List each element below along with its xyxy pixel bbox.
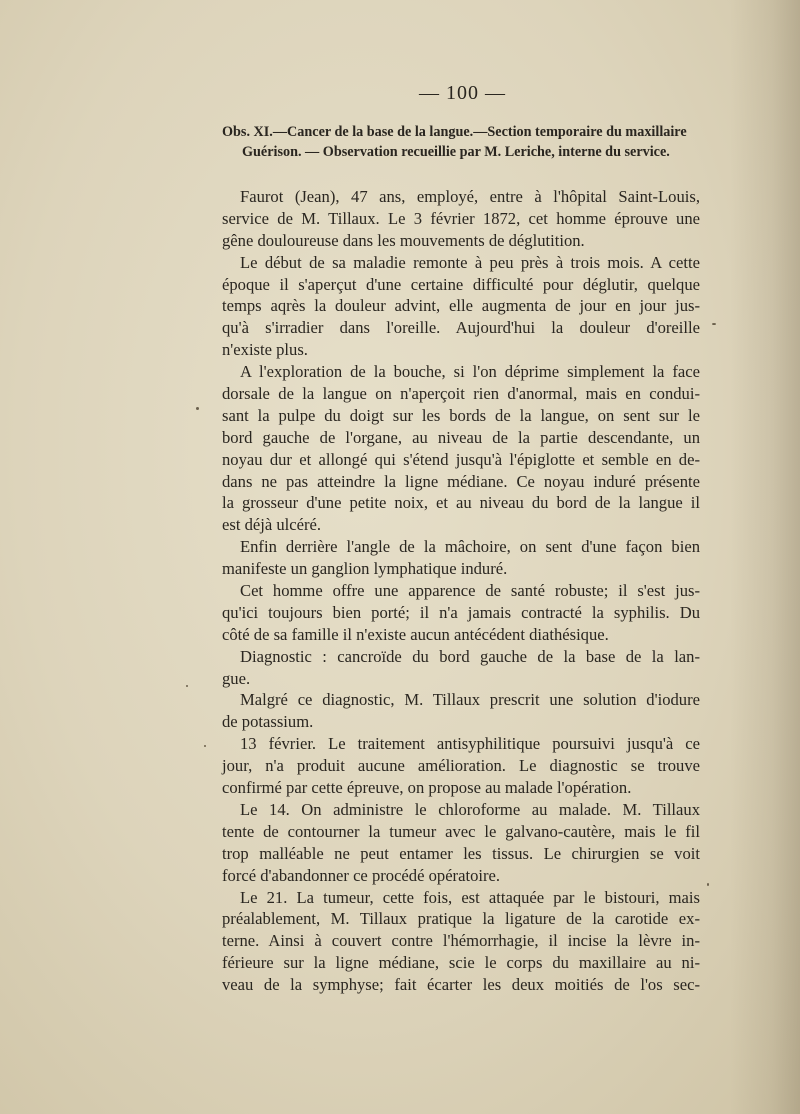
page-edge-shadow bbox=[730, 0, 800, 1114]
text-line: temps aqrès la douleur advint, elle augmenta de jour en jour jus- bbox=[222, 296, 700, 316]
text-line: noyau dur et allongé qui s'étend jusqu'à l'épiglotte et semble en de- bbox=[222, 449, 700, 469]
text-line: côté de sa famille il n'existe aucun antécédent diathésique. bbox=[222, 624, 609, 644]
text-line: de potassium. bbox=[222, 712, 314, 732]
observation-heading-line-1: Obs. XI.—Cancer de la base de la langue.—Section temporaire du maxillaire bbox=[222, 124, 687, 140]
text-line: sant la pulpe du doigt sur les bords de la langue, on sent sur le bbox=[222, 405, 700, 425]
paper-speck bbox=[196, 407, 199, 410]
text-line: Diagnostic : cancroïde du bord gauche de la base de la lan- bbox=[240, 646, 700, 666]
text-line: terne. Ainsi à couvert contre l'hémorrhagie, il incise la lèvre in- bbox=[222, 931, 700, 951]
paper-speck bbox=[707, 883, 709, 886]
text-line: Le début de sa maladie remonte à peu près à trois mois. A cette bbox=[240, 252, 700, 272]
paper-speck bbox=[712, 323, 716, 325]
text-line: n'existe plus. bbox=[222, 340, 308, 360]
text-line: qu'ici toujours bien porté; il n'a jamais contracté la syphilis. Du bbox=[222, 602, 700, 622]
page-number: — 100 — bbox=[419, 82, 506, 104]
observation-heading bbox=[222, 122, 702, 162]
observation-heading-line-2: Guérison. — Observation recueillie par M. Leriche, interne du service. bbox=[242, 144, 670, 160]
text-line: trop malléable ne peut entamer les tissus. Le chirurgien se voit bbox=[222, 843, 700, 863]
text-line: gue. bbox=[222, 668, 251, 688]
text-line: forcé d'abandonner ce procédé opératoire. bbox=[222, 865, 501, 885]
text-line: tente de contourner la tumeur avec le galvano-cautère, mais le fil bbox=[222, 821, 700, 841]
text-line: qu'à s'irradier dans l'oreille. Aujourd'hui la douleur d'oreille bbox=[222, 318, 700, 338]
paper-speck bbox=[204, 745, 206, 747]
text-line: bord gauche de l'organe, au niveau de la partie descendante, un bbox=[222, 427, 700, 447]
text-line: Enfin derrière l'angle de la mâchoire, on sent d'une façon bien bbox=[240, 537, 700, 557]
text-line: férieure sur la ligne médiane, scie le corps du maxillaire au ni- bbox=[222, 953, 700, 973]
paper-speck bbox=[186, 685, 188, 687]
text-line: confirmé par cette épreuve, on propose au malade l'opération. bbox=[222, 778, 632, 798]
text-line: Cet homme offre une apparence de santé robuste; il s'est jus- bbox=[240, 581, 700, 601]
text-line: époque il s'aperçut d'une certaine difficulté pour déglutir, quelque bbox=[222, 274, 700, 294]
text-line: service de M. Tillaux. Le 3 février 1872, cet homme éprouve une bbox=[222, 208, 700, 228]
text-line: est déjà ulcéré. bbox=[222, 515, 322, 535]
text-line: Le 21. La tumeur, cette fois, est attaquée par le bistouri, mais bbox=[240, 887, 700, 907]
text-line: 13 février. Le traitement antisyphilitique poursuivi jusqu'à ce bbox=[240, 734, 700, 754]
text-line: dorsale de la langue on n'aperçoit rien d'anormal, mais en condui- bbox=[222, 384, 700, 404]
text-line: A l'exploration de la bouche, si l'on déprime simplement la face bbox=[240, 362, 700, 382]
text-line: Faurot (Jean), 47 ans, employé, entre à l'hôpital Saint-Louis, bbox=[240, 187, 700, 206]
body-text bbox=[222, 186, 700, 996]
text-line: veau de la symphyse; fait écarter les deux moitiés de l'os sec- bbox=[222, 975, 700, 995]
text-line: préalablement, M. Tillaux pratique la ligature de la carotide ex- bbox=[222, 909, 700, 929]
text-line: Malgré ce diagnostic, M. Tillaux prescrit une solution d'iodure bbox=[240, 690, 700, 710]
text-line: dans ne pas atteindre la ligne médiane. Ce noyau induré présente bbox=[222, 471, 700, 491]
text-line: la grosseur d'une petite noix, et au niveau du bord de la langue il bbox=[222, 493, 700, 513]
text-line: Le 14. On administre le chloroforme au malade. M. Tillaux bbox=[240, 799, 700, 819]
text-line: jour, n'a produit aucune amélioration. Le diagnostic se trouve bbox=[222, 756, 700, 776]
text-line: manifeste un ganglion lymphatique induré. bbox=[222, 559, 508, 579]
text-line: gêne douloureuse dans les mouvements de déglutition. bbox=[222, 230, 585, 250]
